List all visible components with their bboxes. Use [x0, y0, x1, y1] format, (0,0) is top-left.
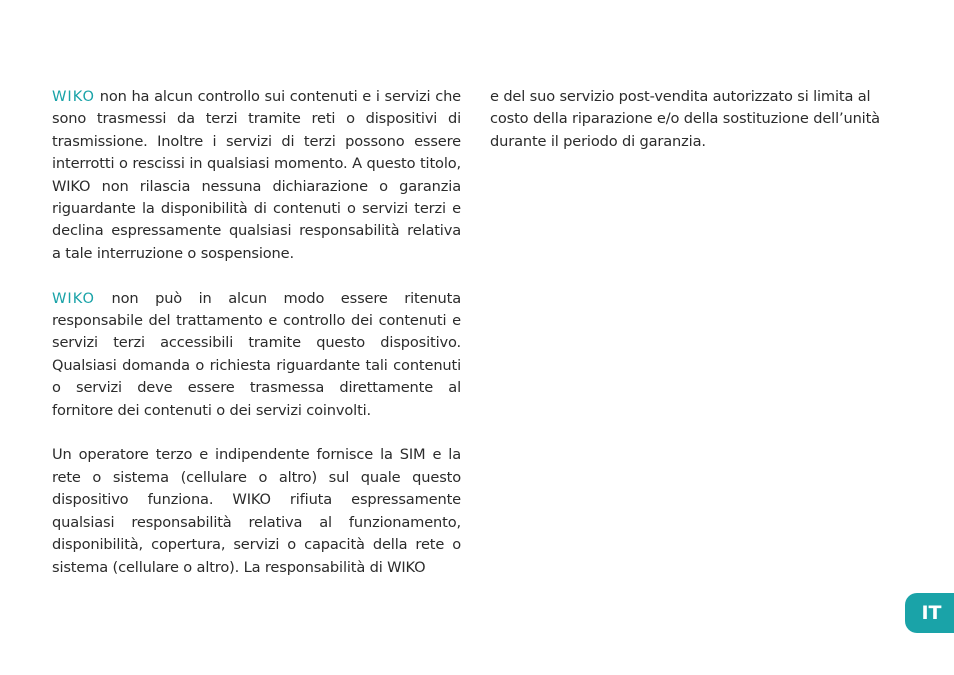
language-tab — [905, 593, 954, 633]
paragraph-third-party-liability — [52, 288, 461, 422]
paragraph-text: non ha alcun controllo sui contenuti e i servizi che sono trasmessi da terzi tramite reti o dispositivi di trasmissione. Inoltre i servizi di terzi possono essere interrotti o rescissi in qualsiasi momento. A questo titolo, WIKO non rilascia nessuna dichiarazione o garanzia riguardante la disponibilità di contenuti o servizi terzi e declina espressamente qualsiasi responsabilità relativa a tale interruzione o sospensione. — [52, 88, 461, 262]
paragraph-text: non può in alcun modo essere ritenuta responsabile del trattamento e controllo dei contenuti e servizi terzi accessibili tramite questo dispositivo. Qualsiasi domanda o richiesta riguardante tali contenuti o servizi deve essere trasmessa direttamente al fornitore dei contenuti o dei servizi coinvolti. — [52, 289, 461, 419]
paragraph-content-control — [52, 86, 461, 265]
paragraph-text: e del suo servizio post-vendita autorizzato si limita al costo della riparazione e/o della sostituzione dell’unità durante il periodo di garanzia. — [490, 88, 880, 150]
left-column — [52, 86, 461, 601]
right-column — [490, 86, 902, 176]
paragraph-text: Un operatore terzo e indipendente fornisce la SIM e la rete o sistema (cellulare o altro) sul quale questo dispositivo funziona. WIKO rifiuta espressamente qualsiasi responsabilità relativa al funzionamento, disponibilità, copertura, servizi o capacità della rete o sistema (cellulare o altro). La responsabilità di WIKO — [52, 446, 461, 576]
paragraph-warranty-continuation — [490, 86, 902, 153]
language-label: IT — [921, 602, 942, 624]
brand-name: WIKO — [52, 88, 95, 105]
brand-name: WIKO — [52, 289, 95, 307]
paragraph-operator — [52, 444, 461, 578]
